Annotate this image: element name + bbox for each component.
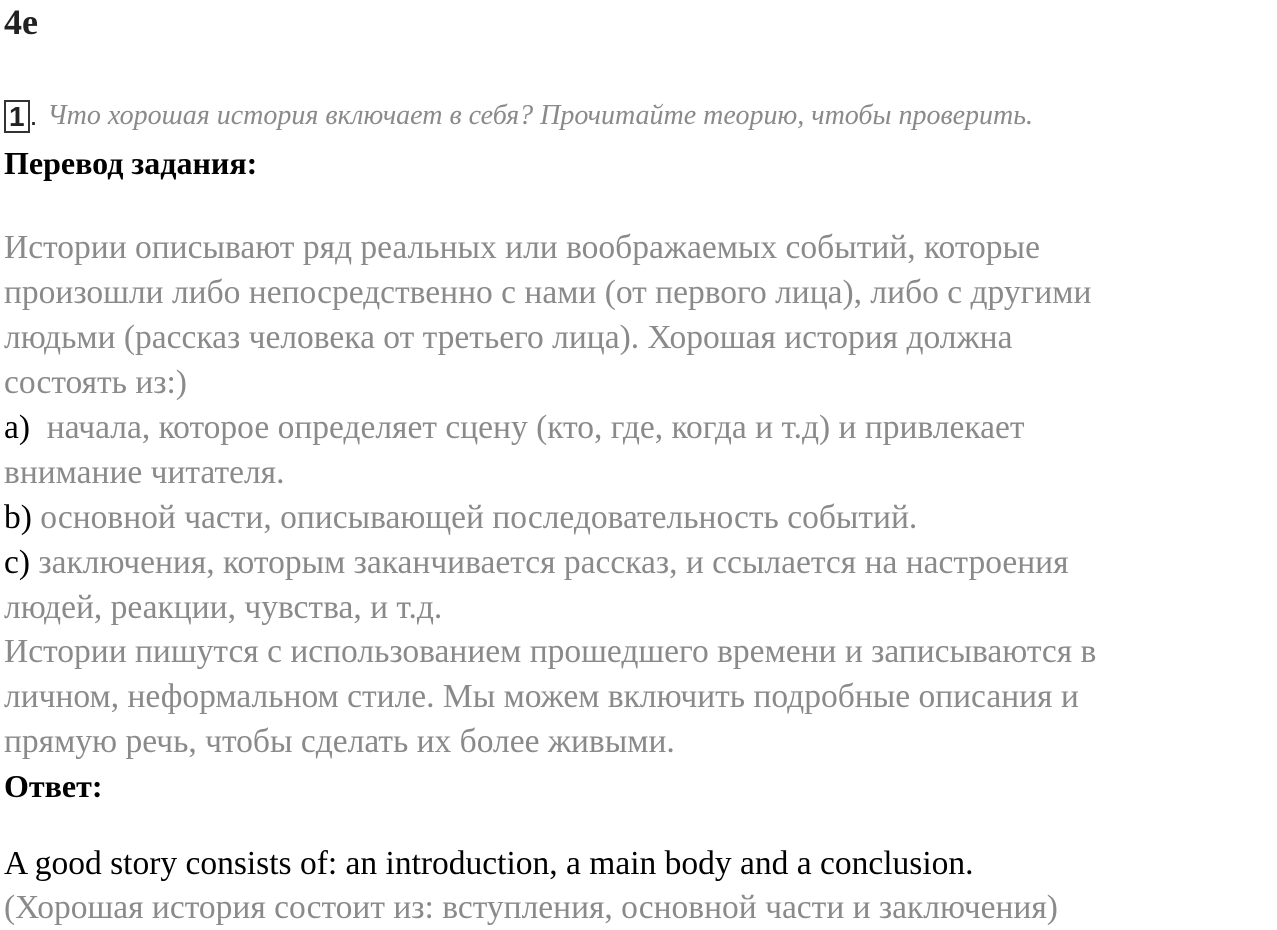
translation-line: людьми (рассказ человека от третьего лица). Хорошая история должна [4, 319, 1013, 356]
item-c-line [4, 540, 1069, 585]
style-line: прямую речь, чтобы сделать их более живыми. [4, 723, 675, 760]
answer-text: A good story consists of: an introduction, a main body and a conclusion. [4, 845, 974, 882]
item-c-marker: c) [4, 544, 31, 581]
item-b-line [4, 495, 917, 540]
task-number-badge: 1 [4, 100, 30, 133]
section-heading: 4e [4, 2, 38, 42]
item-a-text: начала, которое определяет сцену (кто, где, когда и т.д) и привлекает [46, 409, 1025, 446]
item-c-continuation: людей, реакции, чувства, и т.д. [4, 589, 443, 626]
task-row [4, 96, 1033, 136]
translation-heading: Перевод задания: [4, 145, 258, 181]
item-c-text: заключения, которым заканчивается рассказ, и ссылается на настроения [38, 544, 1069, 581]
style-line: Истории пишутся с использованием прошедшего времени и записываются в [4, 633, 1097, 670]
answer-translation: (Хорошая история состоит из: вступления, основной части и заключения) [4, 889, 1058, 926]
item-a-continuation: внимание читателя. [4, 454, 285, 491]
item-b-marker: b) [4, 499, 32, 536]
translation-line: состоять из:) [4, 364, 187, 401]
item-a-marker: а) [4, 409, 31, 446]
style-line: личном, неформальном стиле. Мы можем включить подробные описания и [4, 678, 1079, 715]
item-b-text: основной части, описывающей последовательность событий. [40, 499, 918, 536]
item-a-line [4, 405, 1025, 450]
translation-line: Истории описывают ряд реальных или воображаемых событий, которые [4, 229, 1040, 266]
translation-line: произошли либо непосредственно с нами (от первого лица), либо с другими [4, 274, 1092, 311]
task-instruction: Что хорошая история включает в себя? Прочитайте теорию, чтобы проверить. [47, 100, 1034, 131]
task-number-dot: . [29, 100, 38, 131]
answer-heading: Ответ: [4, 768, 103, 804]
